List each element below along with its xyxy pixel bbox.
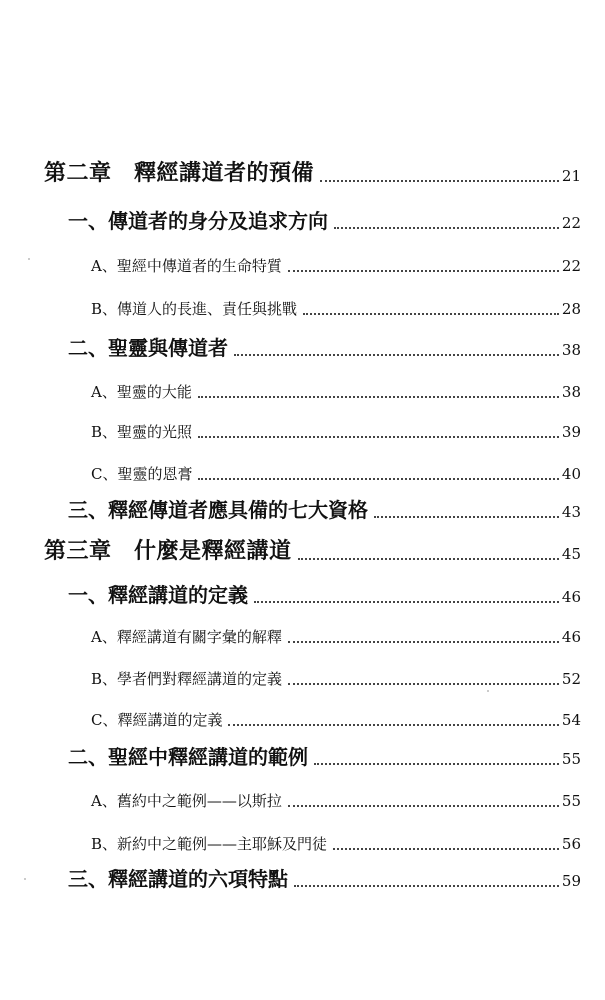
toc-entry-title: C、聖靈的恩膏 xyxy=(91,465,193,483)
toc-page-number: 22 xyxy=(561,257,581,275)
dot-leader xyxy=(334,227,559,229)
toc-entry-subsection xyxy=(0,694,605,734)
toc-page-number: 46 xyxy=(561,628,581,646)
toc-entry-title: B、聖靈的光照 xyxy=(91,423,193,441)
dot-leader xyxy=(198,478,559,480)
toc-page-number: 52 xyxy=(561,670,581,688)
toc-entry-title: 一、傳道者的身分及追求方向 xyxy=(68,209,328,233)
toc-entry-subsection xyxy=(0,775,605,815)
dot-leader xyxy=(228,724,559,726)
toc-entry-title: 二、聖靈與傳道者 xyxy=(68,336,228,360)
dot-leader xyxy=(314,763,559,765)
toc-entry-section xyxy=(0,197,605,237)
toc-entry-section xyxy=(0,324,605,364)
toc-page-number: 38 xyxy=(561,383,581,401)
dot-leader xyxy=(288,805,559,807)
toc-entry-title: A、釋經講道有關字彙的解釋 xyxy=(91,628,282,646)
toc-entry-title: 一、釋經講道的定義 xyxy=(68,583,248,607)
toc-page-number: 55 xyxy=(561,750,581,768)
toc-page-number: 21 xyxy=(561,167,581,185)
toc-entry-subsection xyxy=(0,283,605,323)
toc-page-number: 39 xyxy=(561,423,581,441)
toc-page-number: 54 xyxy=(561,711,581,729)
toc-entry-subsection xyxy=(0,406,605,446)
toc-entry-title: 二、聖經中釋經講道的範例 xyxy=(68,745,308,769)
toc-entry-section xyxy=(0,571,605,611)
dot-leader xyxy=(298,558,559,560)
toc-page-number: 45 xyxy=(561,545,581,563)
toc-page-number: 56 xyxy=(561,835,581,853)
dot-leader xyxy=(198,396,559,398)
scan-speck xyxy=(24,878,26,880)
toc-page-number: 55 xyxy=(561,792,581,810)
toc-entry-subsection xyxy=(0,611,605,651)
dot-leader xyxy=(320,180,559,182)
dot-leader xyxy=(234,354,559,356)
scan-speck xyxy=(28,258,30,260)
toc-page-number: 43 xyxy=(561,503,581,521)
toc-page-number: 40 xyxy=(561,465,581,483)
toc-entry-title: 三、釋經講道的六項特點 xyxy=(68,867,288,891)
toc-page-number: 38 xyxy=(561,341,581,359)
toc-entry-title: C、釋經講道的定義 xyxy=(91,711,223,729)
dot-leader xyxy=(254,601,559,603)
dot-leader xyxy=(294,885,559,887)
toc-entry-chapter xyxy=(0,150,605,190)
toc-entry-subsection xyxy=(0,818,605,858)
dot-leader xyxy=(288,683,559,685)
toc-entry-subsection xyxy=(0,240,605,280)
toc-entry-section xyxy=(0,855,605,895)
dot-leader xyxy=(303,313,559,315)
dot-leader xyxy=(374,516,559,518)
toc-entry-section xyxy=(0,733,605,773)
toc-page-number: 59 xyxy=(561,872,581,890)
toc-entry-title: A、舊約中之範例——以斯拉 xyxy=(91,792,282,810)
toc-entry-subsection xyxy=(0,448,605,488)
toc-entry-title: A、聖經中傳道者的生命特質 xyxy=(91,257,282,275)
toc-entry-title: A、聖靈的大能 xyxy=(91,383,192,401)
toc-entry-chapter xyxy=(0,528,605,568)
toc-entry-title: B、新約中之範例——主耶穌及門徒 xyxy=(91,835,328,853)
toc-entry-title: B、傳道人的長進、責任與挑戰 xyxy=(91,300,298,318)
toc-entry-title: 三、釋經傳道者應具備的七大資格 xyxy=(68,498,368,522)
toc-entry-title: B、學者們對釋經講道的定義 xyxy=(91,670,283,688)
dot-leader xyxy=(288,270,559,272)
toc-entry-title: 第三章 什麼是釋經講道 xyxy=(44,538,292,564)
toc-page-number: 28 xyxy=(561,300,581,318)
toc-entry-section xyxy=(0,486,605,526)
toc-page-number: 22 xyxy=(561,214,581,232)
scan-speck xyxy=(487,690,489,692)
toc-entry-subsection xyxy=(0,366,605,406)
dot-leader xyxy=(288,641,559,643)
dot-leader xyxy=(198,436,559,438)
dot-leader xyxy=(333,848,559,850)
toc-entry-subsection xyxy=(0,653,605,693)
toc-entry-title: 第二章 釋經講道者的預備 xyxy=(44,160,315,186)
toc-page-number: 46 xyxy=(561,588,581,606)
